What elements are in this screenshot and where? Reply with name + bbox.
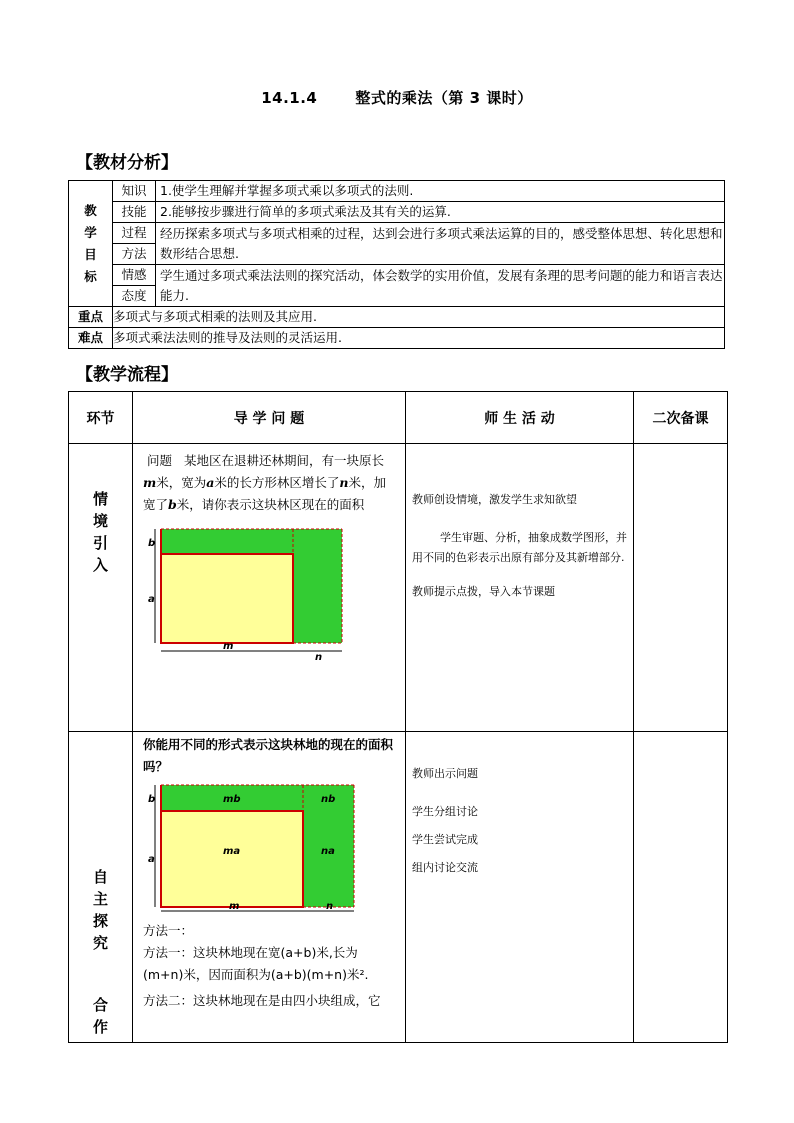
goals-label-cell (69, 181, 113, 307)
label-a: a (148, 594, 155, 605)
attitude-label-1: 情感 (113, 265, 156, 286)
label-a: a (148, 854, 155, 865)
process-label-1: 过程 (113, 223, 156, 244)
explore-question: 你能用不同的形式表示这块林地的现在的面积吗？ (143, 737, 394, 774)
section-analysis-heading: 【教材分析】 (76, 153, 178, 173)
difficulty-label: 难点 (69, 328, 113, 349)
lesson-title: 整式的乘法（第 3 课时） (355, 89, 533, 107)
question-text: 米，宽为 (156, 475, 207, 490)
header-notes: 二次备课 (634, 392, 728, 444)
stage-char: 究 (92, 934, 108, 952)
label-n: n (326, 901, 334, 912)
section-flow-heading: 【教学流程】 (76, 365, 178, 385)
attitude-text: 学生通过多项式乘法法则的探究活动，体会数学的实用价值，发展有条理的思考问题的能力和语言表达能力. (156, 265, 725, 307)
flow-table (68, 391, 728, 1043)
activity-item: 教师提示点拨，导入本节课题 (412, 585, 555, 598)
stage-explore (69, 732, 133, 1043)
analysis-table (68, 180, 725, 349)
stage-char: 引 (92, 534, 108, 552)
knowledge-label-1: 知识 (113, 181, 156, 202)
knowledge-label-2: 技能 (113, 202, 156, 223)
explore-area-figure (143, 780, 383, 916)
label-m: m (223, 641, 234, 652)
explore-notes-cell (634, 732, 728, 1043)
explore-activities-cell (406, 732, 634, 1043)
attitude-label-2: 态度 (113, 286, 156, 307)
process-label-2: 方法 (113, 244, 156, 265)
green-strip-right (293, 554, 342, 643)
region-na (303, 811, 354, 907)
intro-activities-cell (406, 444, 634, 732)
question-text: 米，请你表示这块林区现在的面积 (176, 497, 365, 512)
activity-item: 学生尝试完成 (412, 833, 478, 846)
label-mb: mb (223, 794, 241, 805)
method-2: 方法二：这块林地现在是由四小块组成，它 (143, 993, 381, 1008)
difficulty-text: 多项式乘法法则的推导及法则的灵活运用. (113, 328, 725, 349)
var-n: n (339, 475, 349, 490)
key-label: 重点 (69, 307, 113, 328)
page-title (0, 87, 794, 108)
method-title: 方法一： (143, 923, 194, 938)
original-rectangle (161, 554, 293, 643)
stage-char: 探 (92, 912, 108, 930)
green-strip-top (161, 529, 342, 554)
question-text: 米的长方形林区增长了 (214, 475, 340, 490)
stage-char: 作 (92, 1018, 108, 1036)
knowledge-text-2: 2.能够按步骤进行简单的多项式乘法及其有关的运算. (156, 202, 725, 223)
header-stage: 环节 (69, 392, 133, 444)
label-m: m (229, 901, 240, 912)
explore-question-cell (133, 732, 406, 1043)
goals-char: 标 (84, 268, 97, 284)
stage-char: 主 (92, 890, 108, 908)
label-nb: nb (321, 794, 336, 805)
var-a: a (206, 475, 215, 490)
question-text: 某地区在退耕还林期间，有一块原长 (184, 453, 385, 468)
label-b: b (148, 538, 156, 549)
label-b: b (148, 794, 156, 805)
stage-char: 合 (92, 996, 108, 1014)
activity-item: 组内讨论交流 (412, 861, 478, 874)
key-text: 多项式与多项式相乘的法则及其应用. (113, 307, 725, 328)
var-m: m (143, 475, 157, 490)
header-question: 导 学 问 题 (133, 392, 406, 444)
stage-char: 情 (92, 490, 108, 508)
activity-item: 教师出示问题 (412, 767, 478, 780)
stage-char: 入 (92, 556, 108, 574)
goals-char: 学 (84, 224, 97, 240)
activity-item: 学生分组讨论 (412, 805, 478, 818)
stage-char: 自 (92, 868, 108, 886)
activity-item: 教师创设情境，激发学生求知欲望 (412, 493, 577, 506)
intro-notes-cell (634, 444, 728, 732)
label-na: na (321, 846, 335, 857)
activity-item: 学生审题、分析，抽象成数学图形，并用不同的色彩表示出原有部分及其新增部分. (412, 531, 627, 564)
goals-char: 目 (84, 246, 97, 262)
stage-char: 境 (92, 512, 108, 530)
intro-question-cell (133, 444, 406, 732)
knowledge-text-1: 1.使学生理解并掌握多项式乘以多项式的法则. (156, 181, 725, 202)
lesson-number: 14.1.4 (261, 89, 318, 107)
label-n: n (315, 652, 323, 663)
var-b: b (168, 497, 177, 512)
intro-area-figure (143, 524, 383, 664)
region-ma (161, 811, 303, 907)
method-1: 方法一：这块林地现在宽(a+b)米,长为(m+n)米，因而面积为(a+b)(m+n)米². (143, 945, 369, 982)
label-ma: ma (223, 846, 241, 857)
stage-intro (69, 444, 133, 732)
goals-char: 教 (84, 202, 97, 218)
header-activity: 师 生 活 动 (406, 392, 634, 444)
question-text: 米，加宽了 (143, 475, 386, 512)
process-text: 经历探索多项式与多项式相乘的过程，达到会进行多项式乘法运算的目的，感受整体思想、转化思想和数形结合思想. (156, 223, 725, 265)
question-label: 问题 (147, 453, 173, 468)
